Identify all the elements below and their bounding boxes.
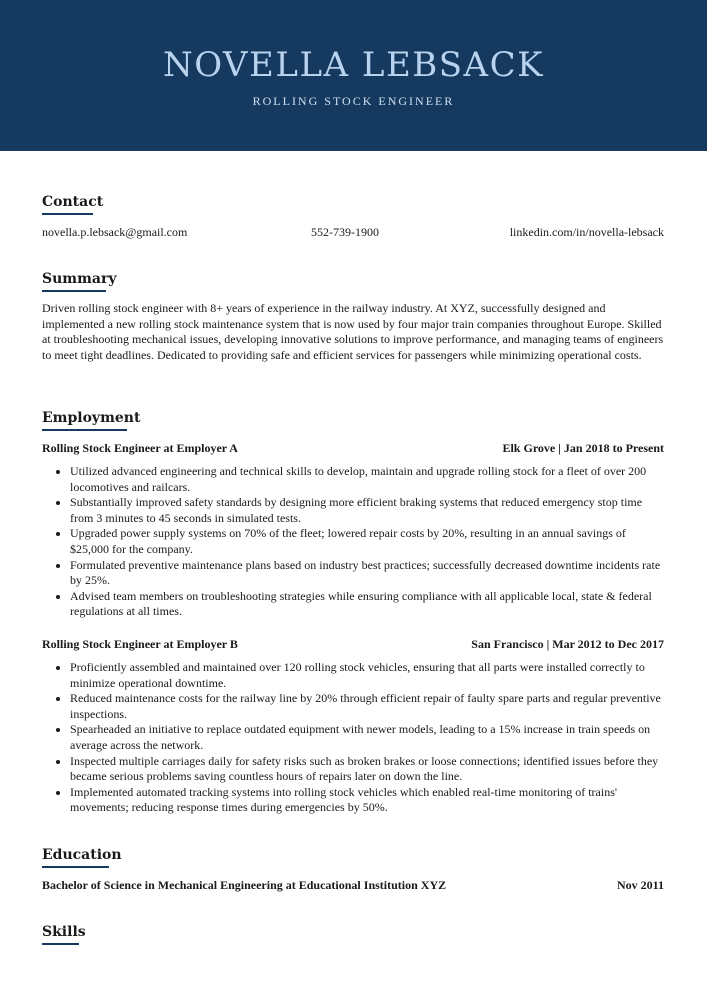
summary-section-title: Summary [42, 271, 117, 287]
list-item: • Substantially improved safety standards by designing more efficient braking systems that reduced emergency stop time from 3 minutes to 45 seconds in simulated tests. [70, 495, 664, 526]
list-item: • Inspected multiple carriages daily for safety risks such as broken brakes or loose connections; identified issues before they became serious problems saving countless hours of repairs later on down the line. [70, 754, 664, 785]
contact-section-title: Contact [42, 194, 104, 210]
job-title: Rolling Stock Engineer at Employer A [42, 441, 238, 455]
job-bullets [42, 660, 664, 816]
list-item: • Spearheaded an initiative to replace outdated equipment with newer models, leading to a 15% increase in train speeds on average across the network. [70, 722, 664, 753]
contact-phone[interactable]: 552-739-1900 [311, 225, 379, 239]
list-item: • Reduced maintenance costs for the railway line by 20% through efficient repair of faulty spare parts and regular preventive inspections. [70, 691, 664, 722]
employment-section-title: Employment [42, 410, 141, 426]
education-row [42, 877, 664, 893]
resume-header [0, 0, 707, 151]
candidate-role: ROLLING STOCK ENGINEER [252, 94, 455, 108]
list-item: • Proficiently assembled and maintained over 120 rolling stock vehicles, ensuring that all parts were installed correctly to minimize operational downtime. [70, 660, 664, 691]
summary-text: Driven rolling stock engineer with 8+ years of experience in the railway industry. At XYZ, successfully designed and implemented a new rolling stock maintenance system that is now used by four major train companies throughout Europe. Skilled at troubleshooting mechanical issues, developing innovative solutions to improve performance, and managing teams of engineers to meet tight deadlines. Dedicated to providing safe and efficient services for passengers while minimizing operational costs. [42, 301, 664, 362]
contact-linkedin[interactable]: linkedin.com/in/novella-lebsack [509, 225, 664, 239]
list-item: • Upgraded power supply systems on 70% of the fleet; lowered repair costs by 20%, resulting in an annual savings of $25,000 for the company. [70, 526, 664, 557]
candidate-name: NOVELLA LEBSACK [162, 45, 545, 85]
summary-section-rule [42, 290, 106, 292]
job-header [42, 440, 664, 456]
job-header [42, 636, 664, 652]
education-section-rule [42, 866, 109, 868]
list-item: • Advised team members on troubleshooting strategies while ensuring compliance with all applicable local, state & federal regulations at all times. [70, 589, 664, 620]
job-meta: Elk Grove | Jan 2018 to Present [502, 441, 664, 455]
list-item: • Implemented automated tracking systems into rolling stock vehicles which enabled real-time monitoring of trains' movements; reducing response times during emergencies by 50%. [70, 785, 664, 816]
job-meta: San Francisco | Mar 2012 to Dec 2017 [471, 637, 664, 651]
contact-section-rule [42, 213, 93, 215]
education-degree: Bachelor of Science in Mechanical Engineering at Educational Institution XYZ [42, 878, 447, 892]
job-title: Rolling Stock Engineer at Employer B [42, 637, 238, 651]
skills-section-rule [42, 943, 79, 945]
education-date: Nov 2011 [616, 878, 664, 892]
contact-email[interactable]: novella.p.lebsack@gmail.com [42, 225, 188, 239]
list-item: • Formulated preventive maintenance plans based on industry best practices; successfully decreased downtime incidents rate by 25%. [70, 558, 664, 589]
job-bullets [42, 464, 664, 620]
education-section-title: Education [42, 847, 122, 863]
list-item: • Utilized advanced engineering and technical skills to develop, maintain and upgrade rolling stock for a fleet of over 200 locomotives and railcars. [70, 464, 664, 495]
skills-section-title: Skills [42, 924, 86, 940]
employment-section-rule [42, 429, 127, 431]
